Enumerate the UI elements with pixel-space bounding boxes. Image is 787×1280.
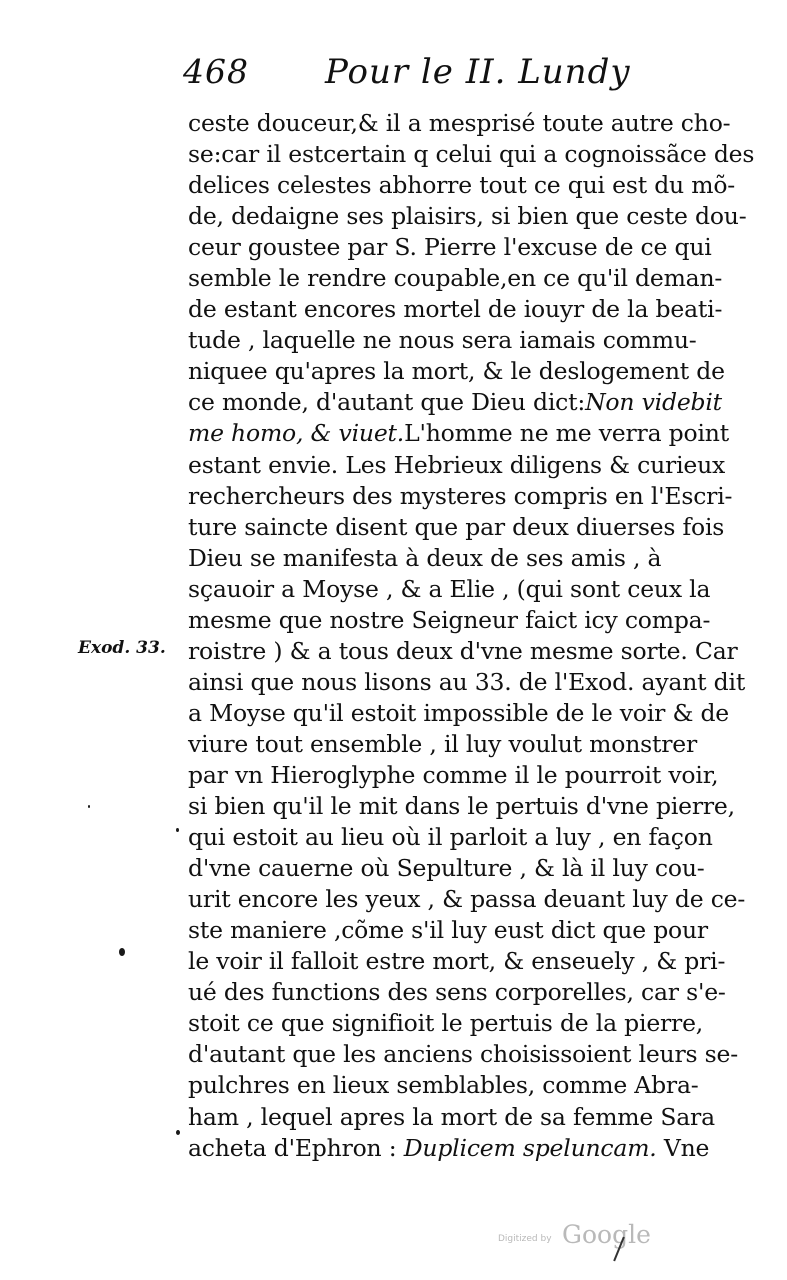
running-head: Pour le II. Lundy	[325, 52, 631, 92]
text-segment: acheta d'Ephron :	[188, 1133, 397, 1162]
text-line: mesme que nostre Seigneur faict icy compa-	[188, 605, 711, 634]
digitization-watermark	[498, 1220, 658, 1254]
text-line-with-latin	[188, 387, 728, 418]
text-line: delices celestes abhorre tout ce qui est du mõ-	[188, 171, 736, 200]
text-line: niquee qu'apres la mort, & le deslogement de	[188, 357, 725, 386]
ink-speck	[119, 948, 125, 956]
watermark-logo-text: Google	[562, 1220, 651, 1249]
text-line: roistre ) & a tous deux d'vne mesme sorte. Car	[188, 636, 738, 665]
text-line: si bien qu'il le mit dans le pertuis d'vne pierre,	[188, 792, 735, 821]
text-line: stoit ce que signifioit le pertuis de la pierre,	[188, 1009, 704, 1038]
text-line: Dieu se manifesta à deux de ses amis , à	[188, 543, 662, 572]
latin-quote: Duplicem speluncam.	[403, 1133, 657, 1162]
text-line: ceste douceur,& il a mesprisé toute autre cho-	[188, 109, 731, 137]
text-line: ceur goustee par S. Pierre l'excuse de ce qui	[188, 233, 712, 262]
text-line: ham , lequel apres la mort de sa femme Sara	[188, 1102, 715, 1131]
ink-speck	[176, 828, 179, 832]
text-line-with-latin	[188, 418, 728, 449]
text-line: d'vne cauerne où Sepulture , & là il luy cou-	[188, 854, 705, 883]
latin-quote: me homo, & viuet.	[188, 419, 405, 448]
text-line: semble le rendre coupable,en ce qu'il deman-	[188, 264, 723, 293]
text-segment: ce monde, d'autant que Dieu dict:	[188, 388, 586, 417]
text-line: ste maniere ,cõme s'il luy eust dict que pour	[188, 916, 708, 945]
text-line: de, dedaigne ses plaisirs, si bien que ceste dou-	[188, 202, 747, 231]
page-header	[183, 52, 713, 98]
watermark-small-text: Digitized by	[498, 1234, 552, 1244]
text-line: ainsi que nous lisons au 33. de l'Exod. ayant dit	[188, 667, 746, 696]
text-line: pulchres en lieux semblables, comme Abra-	[188, 1071, 699, 1100]
latin-quote: Non videbit	[585, 388, 722, 417]
text-line: sçauoir a Moyse , & a Elie , (qui sont ceux la	[188, 574, 711, 603]
text-line: urit encore les yeux , & passa deuant luy de ce-	[188, 885, 746, 914]
text-line: ué des functions des sens corporelles, car s'e-	[188, 978, 726, 1007]
text-line: par vn Hieroglyphe comme il le pourroit voir,	[188, 760, 719, 789]
text-line: rechercheurs des mysteres compris en l'Escri-	[188, 481, 733, 510]
text-line-with-latin	[188, 1133, 728, 1164]
body-text	[188, 108, 755, 1164]
text-line: estant envie. Les Hebrieux diligens & curieux	[188, 450, 726, 479]
catchword: Vne	[663, 1133, 710, 1162]
text-segment: L'homme ne me verra point	[404, 419, 729, 448]
text-line: viure tout ensemble , il luy voulut monstrer	[188, 729, 698, 758]
text-line: se:car il estcertain q celui qui a cognoissãce des	[188, 140, 755, 169]
text-line: d'autant que les anciens choisissoient leurs se-	[188, 1040, 738, 1069]
text-line: tude , laquelle ne nous sera iamais commu-	[188, 326, 697, 355]
ink-speck	[176, 1130, 180, 1135]
ink-speck	[88, 805, 90, 808]
margin-note: Exod. 33.	[78, 638, 166, 658]
page-number: 468	[183, 52, 249, 91]
text-line: de estant encores mortel de iouyr de la beati-	[188, 295, 723, 324]
text-line: qui estoit au lieu où il parloit a luy , en façon	[188, 823, 713, 852]
text-line: a Moyse qu'il estoit impossible de le voir & de	[188, 698, 729, 727]
text-line: ture saincte disent que par deux diuerses fois	[188, 512, 725, 541]
text-line: le voir il falloit estre mort, & enseuely , & pri-	[188, 947, 726, 976]
